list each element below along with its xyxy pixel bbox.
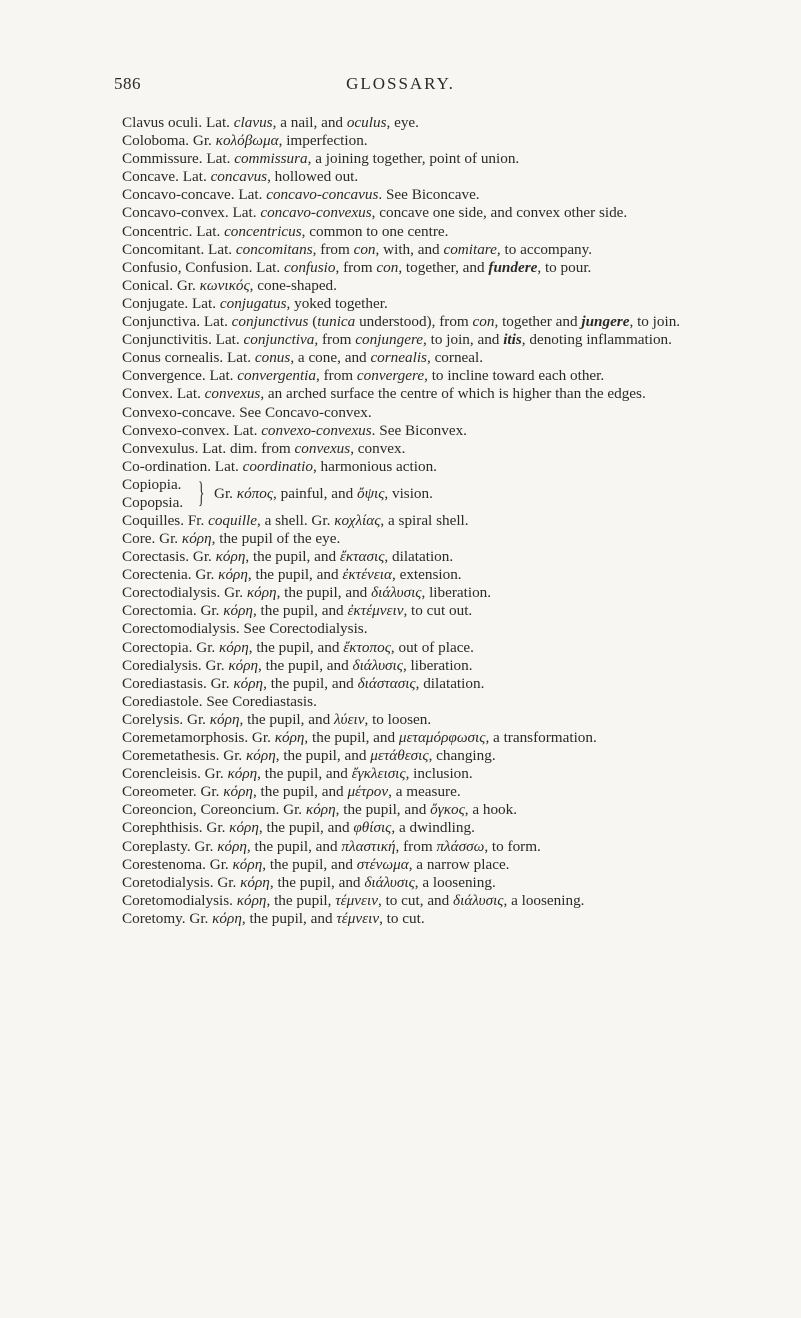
- italic-term: κόρη: [181, 529, 212, 547]
- italic-term: concavus: [210, 168, 268, 186]
- italic-term: ἐκτένεια: [342, 566, 392, 584]
- italic-term: κόπος: [236, 484, 274, 502]
- italic-term: τέμνειν: [335, 891, 378, 909]
- bracket-term: Copiopia.: [122, 475, 182, 493]
- glossary-entry-concomitant: Concomitant. Lat. concomitans, from con, with, and comitare, to accompany.: [122, 240, 593, 258]
- glossary-entry-co-ordination: Co-ordination. Lat. coordinatio, harmonious action.: [122, 457, 437, 475]
- italic-term: κόρη: [228, 656, 259, 674]
- bold-italic-term: jungere: [581, 313, 630, 331]
- glossary-entry-commissure: Commissure. Lat. commissura, a joining together, point of union.: [122, 150, 520, 168]
- italic-term: πλαστική: [341, 837, 396, 855]
- glossary-entry-coreometer: Coreometer. Gr. κόρη, the pupil, and μέτρον, a measure.: [122, 783, 461, 801]
- glossary-entry-clavus: Clavus oculi. Lat. clavus, a nail, and oculus, eye.: [122, 114, 419, 131]
- glossary-entry-coretomodialysis: Coretomodialysis. κόρη, the pupil, τέμνειν, to cut, and διάλυσις, a loosening.: [122, 891, 585, 909]
- italic-term: ἔγκλεισις: [351, 765, 406, 783]
- bracket-shared-definition: Gr. κόπος, painful, and ὄψις, vision.: [214, 484, 433, 502]
- italic-term: μεταμόρφωσις: [398, 729, 486, 746]
- italic-term: κόρη: [215, 548, 246, 566]
- italic-term: διάλυσις: [352, 656, 403, 674]
- italic-term: κοχλίας: [334, 511, 381, 529]
- glossary-entry-core: Core. Gr. κόρη, the pupil of the eye.: [122, 529, 341, 547]
- glossary-entry-corectasis: Corectasis. Gr. κόρη, the pupil, and ἔκτασις, dilatation.: [122, 548, 454, 566]
- glossary-entry-conical: Conical. Gr. κωνικός, cone-shaped.: [122, 276, 337, 294]
- bold-italic-term: itis: [503, 331, 522, 349]
- italic-term: κόρη: [219, 638, 249, 656]
- italic-term: conjunctivus: [231, 313, 309, 331]
- glossary-entry-conjunctivitis: Conjunctivitis. Lat. conjunctiva, from conjungere, to join, and itis, denoting inflammation.: [122, 331, 672, 349]
- italic-term: κόρη: [246, 584, 277, 602]
- italic-term: convergentia: [237, 367, 316, 385]
- glossary-entry-confusio: Confusio, Confusion. Lat. confusio, from con, together, and fundere, to pour.: [122, 258, 592, 276]
- glossary-entry-coreoncion: Coreoncion, Coreoncium. Gr. κόρη, the pupil, and ὄγκος, a hook.: [122, 801, 518, 819]
- brace-glyph: }: [198, 475, 205, 509]
- italic-term: con: [376, 258, 399, 276]
- italic-term: ἔκτασις: [339, 548, 385, 566]
- bracket-terms: [122, 476, 183, 512]
- italic-term: κόρη: [229, 819, 259, 837]
- page-number: 586: [114, 74, 141, 93]
- glossary-entry-convexo-concave: Convexo-concave. See Concavo-convex.: [122, 403, 372, 421]
- glossary-entry-corephthisis: Corephthisis. Gr. κόρη, the pupil, and φθίσις, a dwindling.: [122, 819, 475, 837]
- italic-term: κόρη: [209, 710, 240, 728]
- italic-term: διάλυσις: [453, 891, 504, 909]
- italic-term: μετάθεσις: [370, 747, 429, 765]
- italic-term: coordinatio: [242, 457, 313, 475]
- italic-term: κόρη: [274, 729, 305, 746]
- italic-term: confusio: [284, 258, 336, 276]
- glossary-entry-convex: Convex. Lat. convexus, an arched surface the centre of which is higher than the edges.: [122, 385, 646, 403]
- glossary-entry-corencleisis: Corencleisis. Gr. κόρη, the pupil, and ἔγκλεισις, inclusion.: [122, 765, 473, 783]
- italic-term: clavus: [233, 114, 273, 131]
- italic-term: ἐκτέμνειν: [347, 602, 404, 620]
- glossary-entry-corectomodialysis: Corectomodialysis. See Corectodialysis.: [122, 620, 368, 638]
- italic-term: στένωμα: [356, 855, 409, 873]
- italic-term: convexus: [204, 385, 261, 403]
- italic-term: concavo-convexus: [260, 204, 372, 222]
- glossary-entry-concentric: Concentric. Lat. concentricus, common to one centre.: [122, 222, 449, 240]
- glossary-entry-corectenia: Corectenia. Gr. κόρη, the pupil, and ἐκτένεια, extension.: [122, 566, 462, 584]
- glossary-entry-coretodialysis: Coretodialysis. Gr. κόρη, the pupil, and διάλυσις, a loosening.: [122, 873, 496, 891]
- glossary-entry-coreplasty: Coreplasty. Gr. κόρη, the pupil, and πλαστική, from πλάσσω, to form.: [122, 837, 541, 855]
- italic-term: κόρη: [212, 909, 242, 927]
- glossary-entry-concave: Concave. Lat. concavus, hollowed out.: [122, 168, 359, 186]
- italic-term: ἔκτοπος: [343, 638, 391, 656]
- glossary-entry-coretomy: Coretomy. Gr. κόρη, the pupil, and τέμνειν, to cut.: [122, 909, 425, 927]
- italic-term: κωνικός: [199, 276, 250, 294]
- italic-term: tunica: [317, 313, 356, 331]
- italic-term: conjungere: [355, 331, 424, 349]
- italic-term: concavo-concavus: [266, 186, 379, 204]
- italic-term: κόρη: [218, 566, 248, 584]
- glossary-entry-concavo-concave: Concavo-concave. Lat. concavo-concavus. See Biconcave.: [122, 186, 480, 204]
- italic-term: con: [353, 240, 376, 258]
- italic-term: κολόβωμα: [215, 132, 279, 150]
- italic-term: concentricus: [224, 222, 302, 240]
- italic-term: φθίσις: [353, 819, 392, 837]
- glossary-entry-corectomia: Corectomia. Gr. κόρη, the pupil, and ἐκτέμνειν, to cut out.: [122, 602, 473, 620]
- italic-term: conjunctiva: [243, 331, 315, 349]
- italic-term: convexus: [294, 439, 351, 457]
- italic-term: oculus: [346, 114, 387, 131]
- glossary-entry-corectodialysis: Corectodialysis. Gr. κόρη, the pupil, and διάλυσις, liberation.: [122, 584, 492, 602]
- glossary-entry-corelysis: Corelysis. Gr. κόρη, the pupil, and λύειν, to loosen.: [122, 710, 432, 728]
- glossary-entry-corediastasis: Corediastasis. Gr. κόρη, the pupil, and διάστασις, dilatation.: [122, 674, 485, 692]
- entries-after: [122, 512, 728, 928]
- italic-term: comitare: [443, 240, 497, 258]
- italic-term: πλάσσω: [436, 837, 485, 855]
- italic-term: διάστασις: [357, 674, 416, 692]
- glossary-entry-coremetathesis: Coremetathesis. Gr. κόρη, the pupil, and μετάθεσις, changing.: [122, 747, 496, 765]
- glossary: [122, 114, 728, 928]
- italic-term: διάλυσις: [364, 873, 415, 891]
- italic-term: κόρη: [223, 783, 253, 801]
- bold-italic-term: fundere: [488, 258, 538, 276]
- entries-before: [122, 114, 728, 476]
- glossary-entry-conjunctiva: Conjunctiva. Lat. conjunctivus (tunica understood), from con, together and jungere, to join.: [122, 313, 681, 331]
- glossary-entry-coredialysis: Coredialysis. Gr. κόρη, the pupil, and διάλυσις, liberation.: [122, 656, 473, 674]
- glossary-entry-conjugate: Conjugate. Lat. conjugatus, yoked together.: [122, 294, 388, 312]
- italic-term: κόρη: [233, 674, 264, 692]
- glossary-entry-conus: Conus cornealis. Lat. conus, a cone, and cornealis, corneal.: [122, 349, 484, 367]
- italic-term: convergere: [356, 367, 425, 385]
- italic-term: ὄγκος: [430, 801, 465, 819]
- italic-term: κόρη: [246, 747, 276, 765]
- italic-term: κόρη: [217, 837, 247, 855]
- italic-term: concomitans: [235, 240, 313, 258]
- italic-term: convexo-convexus: [261, 421, 372, 439]
- glossary-entry-concavo-convex: Concavo-convex. Lat. concavo-convexus, concave one side, and convex other side.: [122, 204, 628, 222]
- italic-term: coquille: [208, 511, 257, 529]
- glossary-entry-corectopia: Corectopia. Gr. κόρη, the pupil, and ἔκτοπος, out of place.: [122, 638, 474, 656]
- italic-term: con: [472, 313, 495, 331]
- glossary-entry-convexulus: Convexulus. Lat. dim. from convexus, convex.: [122, 439, 406, 457]
- glossary-entry-coremetamorphosis: Coremetamorphosis. Gr. κόρη, the pupil, and μεταμόρφωσις, a transformation.: [122, 729, 597, 746]
- italic-term: τέμνειν: [336, 909, 380, 927]
- glossary-entry-convergence: Convergence. Lat. convergentia, from convergere, to incline toward each other.: [122, 367, 605, 385]
- glossary-entry-coloboma: Coloboma. Gr. κολόβωμα, imperfection.: [122, 132, 368, 150]
- page-header: [0, 74, 801, 98]
- glossary-entry-corestenoma: Corestenoma. Gr. κόρη, the pupil, and στένωμα, a narrow place.: [122, 855, 510, 873]
- italic-term: λύειν: [333, 710, 365, 728]
- running-head: GLOSSARY.: [346, 74, 455, 93]
- glossary-entry-coquilles: Coquilles. Fr. coquille, a shell. Gr. κοχλίας, a spiral shell.: [122, 511, 469, 529]
- italic-term: conus: [254, 349, 291, 367]
- italic-term: ὄψις: [356, 484, 385, 502]
- bracket-term: Copopsia.: [122, 493, 184, 511]
- italic-term: conjugatus: [219, 294, 287, 312]
- italic-term: μέτρον: [347, 783, 389, 801]
- italic-term: κόρη: [223, 602, 253, 620]
- italic-term: κόρη: [227, 765, 258, 783]
- italic-term: διάλυσις: [371, 584, 422, 602]
- italic-term: κόρη: [240, 873, 270, 891]
- glossary-entry-corediastole: Corediastole. See Corediastasis.: [122, 692, 317, 710]
- italic-term: cornealis: [370, 349, 427, 367]
- italic-term: κόρη: [232, 855, 263, 873]
- italic-term: κόρη: [305, 801, 336, 819]
- italic-term: κόρη: [236, 891, 267, 909]
- italic-term: commissura: [234, 150, 308, 168]
- glossary-entry-convexo-convex: Convexo-convex. Lat. convexo-convexus. See Biconvex.: [122, 421, 467, 439]
- bracket-entry-copiopia: [122, 476, 728, 512]
